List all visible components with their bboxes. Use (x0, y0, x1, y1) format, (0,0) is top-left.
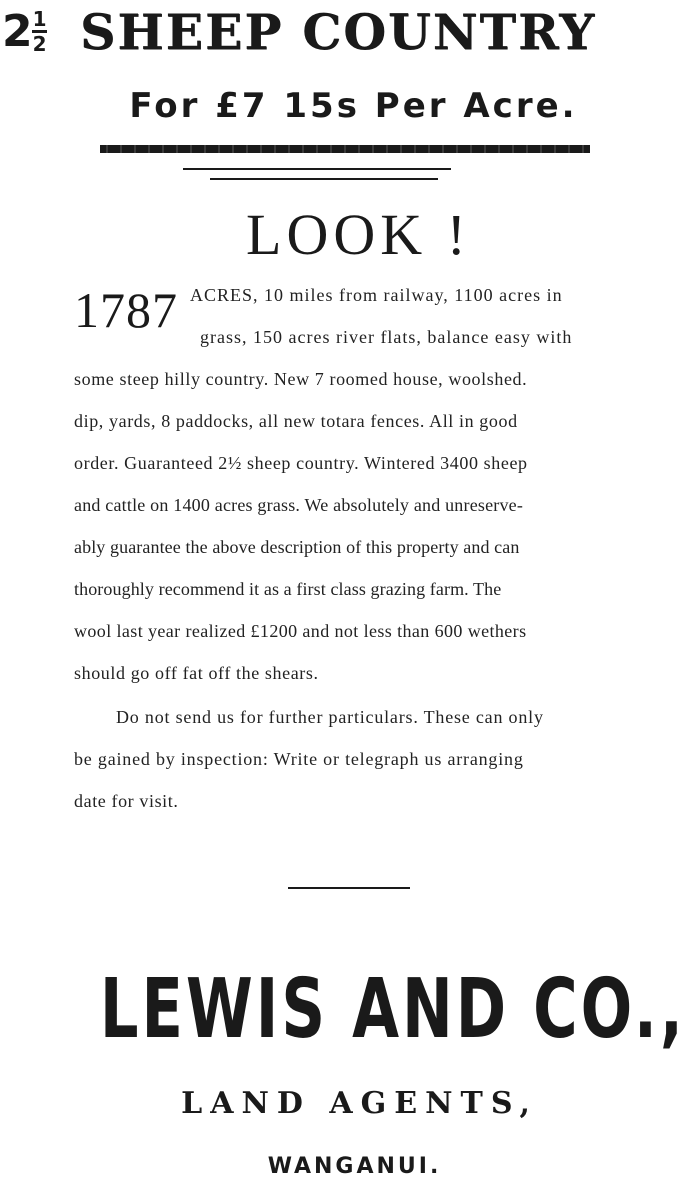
body-line: date for visit. (74, 791, 179, 811)
body-line: and cattle on 1400 acres grass. We absolutely and unreserve- (74, 495, 524, 515)
body-line: wool last year realized £1200 and not less than 600 wethers (74, 621, 527, 641)
firm-name: LEWIS AND CO., (99, 962, 686, 1057)
town-name: WANGANUI. (267, 1154, 442, 1179)
body-line: ably guarantee the above description of this property and can (74, 537, 520, 557)
agent-title: LAND AGENTS, (181, 1086, 538, 1121)
acreage-dropcap: 1787 (74, 282, 178, 338)
body-line: should go off fat off the shears. (74, 663, 319, 683)
fraction-numerator: 1 (32, 7, 46, 31)
thick-rule (100, 145, 590, 153)
short-rule (288, 887, 410, 889)
body-line: grass, 150 acres river flats, balance easy with (200, 327, 573, 347)
price-line: For £7 15s Per Acre. (129, 86, 578, 126)
body-line: dip, yards, 8 paddocks, all new totara fences. All in good (74, 411, 518, 431)
headline-title: SHEEP COUNTRY (80, 3, 597, 61)
body-line: some steep hilly country. New 7 roomed house, woolshed. (74, 369, 528, 389)
fraction-half (32, 8, 47, 55)
body-line: be gained by inspection: Write or telegraph us arranging (74, 749, 524, 769)
body-line: ACRES, 10 miles from railway, 1100 acres in (190, 285, 563, 305)
body-line: thoroughly recommend it as a first class grazing farm. The (74, 579, 502, 599)
thin-rule-lower (210, 178, 438, 180)
body-line: Do not send us for further particulars. These can only (116, 707, 544, 727)
body-line: order. Guaranteed 2½ sheep country. Wintered 3400 sheep (74, 453, 528, 473)
fraction-whole: 2 (2, 6, 32, 57)
thin-rule-upper (183, 168, 451, 170)
fraction-denominator: 2 (32, 32, 46, 56)
fraction-prefix (2, 2, 47, 62)
look-heading: LOOK ! (246, 202, 471, 267)
